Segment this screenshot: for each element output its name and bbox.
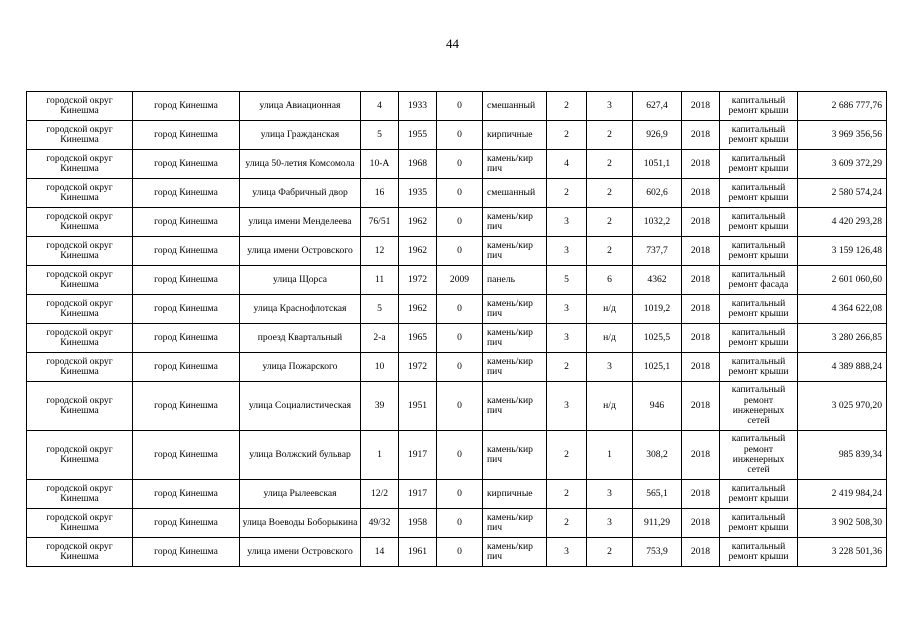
cell-entrances: н/д: [587, 324, 633, 353]
cell-house-number: 2-а: [361, 324, 399, 353]
cell-settlement: город Кинешма: [133, 538, 240, 567]
cell-build-year: 1958: [399, 509, 437, 538]
cell-street: улица имени Островского: [240, 538, 361, 567]
cell-area: 602,6: [633, 179, 682, 208]
cell-municipality: городской округ Кинешма: [27, 353, 133, 382]
cell-floors: 4: [547, 150, 587, 179]
cell-street: улица Пожарского: [240, 353, 361, 382]
cell-settlement: город Кинешма: [133, 295, 240, 324]
cell-cost: 2 419 984,24: [798, 480, 887, 509]
cell-municipality: городской округ Кинешма: [27, 92, 133, 121]
cell-build-year: 1961: [399, 538, 437, 567]
cell-work-type: капитальный ремонт крыши: [720, 150, 798, 179]
cell-entrances: 2: [587, 208, 633, 237]
cell-reconstruction-year: 0: [437, 121, 483, 150]
cell-entrances: 2: [587, 121, 633, 150]
cell-floors: 2: [547, 431, 587, 480]
cell-settlement: город Кинешма: [133, 431, 240, 480]
cell-floors: 5: [547, 266, 587, 295]
cell-settlement: город Кинешма: [133, 208, 240, 237]
cell-build-year: 1962: [399, 208, 437, 237]
cell-repair-year: 2018: [682, 295, 720, 324]
cell-area: 1025,5: [633, 324, 682, 353]
cell-work-type: капитальный ремонт крыши: [720, 237, 798, 266]
cell-settlement: город Кинешма: [133, 179, 240, 208]
cell-build-year: 1933: [399, 92, 437, 121]
cell-municipality: городской округ Кинешма: [27, 266, 133, 295]
cell-floors: 3: [547, 295, 587, 324]
cell-street: улица Фабричный двор: [240, 179, 361, 208]
cell-repair-year: 2018: [682, 150, 720, 179]
cell-build-year: 1951: [399, 382, 437, 431]
table-row: [27, 480, 887, 509]
cell-reconstruction-year: 0: [437, 237, 483, 266]
cell-municipality: городской округ Кинешма: [27, 179, 133, 208]
cell-wall-material: камень/кир пич: [483, 382, 547, 431]
table-row: [27, 431, 887, 480]
cell-build-year: 1968: [399, 150, 437, 179]
cell-floors: 2: [547, 353, 587, 382]
cell-entrances: 1: [587, 431, 633, 480]
cell-area: 627,4: [633, 92, 682, 121]
cell-reconstruction-year: 0: [437, 92, 483, 121]
cell-repair-year: 2018: [682, 179, 720, 208]
cell-house-number: 12/2: [361, 480, 399, 509]
cell-settlement: город Кинешма: [133, 324, 240, 353]
cell-cost: 3 280 266,85: [798, 324, 887, 353]
cell-house-number: 1: [361, 431, 399, 480]
cell-area: 4362: [633, 266, 682, 295]
cell-reconstruction-year: 0: [437, 324, 483, 353]
cell-municipality: городской округ Кинешма: [27, 324, 133, 353]
cell-municipality: городской округ Кинешма: [27, 480, 133, 509]
cell-cost: 4 420 293,28: [798, 208, 887, 237]
cell-house-number: 39: [361, 382, 399, 431]
cell-municipality: городской округ Кинешма: [27, 295, 133, 324]
cell-work-type: капитальный ремонт крыши: [720, 92, 798, 121]
cell-municipality: городской округ Кинешма: [27, 150, 133, 179]
cell-municipality: городской округ Кинешма: [27, 121, 133, 150]
cell-entrances: 2: [587, 179, 633, 208]
cell-municipality: городской округ Кинешма: [27, 431, 133, 480]
cell-municipality: городской округ Кинешма: [27, 382, 133, 431]
table-row: [27, 179, 887, 208]
cell-cost: 2 686 777,76: [798, 92, 887, 121]
cell-street: улица Краснофлотская: [240, 295, 361, 324]
cell-street: улица Авиационная: [240, 92, 361, 121]
cell-work-type: капитальный ремонт крыши: [720, 121, 798, 150]
cell-street: улица Рылеевская: [240, 480, 361, 509]
cell-wall-material: кирпичные: [483, 480, 547, 509]
cell-settlement: город Кинешма: [133, 480, 240, 509]
cell-municipality: городской округ Кинешма: [27, 509, 133, 538]
cell-area: 1019,2: [633, 295, 682, 324]
table-row: [27, 150, 887, 179]
cell-repair-year: 2018: [682, 324, 720, 353]
table-row: [27, 295, 887, 324]
cell-wall-material: панель: [483, 266, 547, 295]
cell-reconstruction-year: 2009: [437, 266, 483, 295]
cell-work-type: капитальный ремонт инженерных сетей: [720, 382, 798, 431]
cell-floors: 2: [547, 121, 587, 150]
cell-cost: 2 580 574,24: [798, 179, 887, 208]
cell-cost: 3 159 126,48: [798, 237, 887, 266]
cell-house-number: 11: [361, 266, 399, 295]
cell-municipality: городской округ Кинешма: [27, 237, 133, 266]
cell-build-year: 1972: [399, 266, 437, 295]
cell-house-number: 10-А: [361, 150, 399, 179]
cell-area: 926,9: [633, 121, 682, 150]
cell-cost: 985 839,34: [798, 431, 887, 480]
cell-house-number: 5: [361, 295, 399, 324]
cell-cost: 3 902 508,30: [798, 509, 887, 538]
cell-build-year: 1972: [399, 353, 437, 382]
cell-build-year: 1935: [399, 179, 437, 208]
cell-area: 946: [633, 382, 682, 431]
cell-floors: 3: [547, 208, 587, 237]
cell-street: улица имени Островского: [240, 237, 361, 266]
cell-work-type: капитальный ремонт крыши: [720, 538, 798, 567]
cell-cost: 2 601 060,60: [798, 266, 887, 295]
cell-wall-material: камень/кир пич: [483, 150, 547, 179]
cell-entrances: н/д: [587, 295, 633, 324]
table-row: [27, 237, 887, 266]
cell-repair-year: 2018: [682, 509, 720, 538]
cell-street: улица 50-летия Комсомола: [240, 150, 361, 179]
cell-repair-year: 2018: [682, 431, 720, 480]
table-row: [27, 92, 887, 121]
cell-area: 753,9: [633, 538, 682, 567]
cell-work-type: капитальный ремонт крыши: [720, 480, 798, 509]
table-row: [27, 353, 887, 382]
cell-entrances: 3: [587, 480, 633, 509]
cell-house-number: 49/32: [361, 509, 399, 538]
cell-entrances: 6: [587, 266, 633, 295]
cell-wall-material: смешанный: [483, 92, 547, 121]
cell-settlement: город Кинешма: [133, 92, 240, 121]
cell-build-year: 1955: [399, 121, 437, 150]
cell-floors: 2: [547, 480, 587, 509]
cell-reconstruction-year: 0: [437, 150, 483, 179]
buildings-table: [26, 91, 887, 567]
cell-house-number: 76/51: [361, 208, 399, 237]
cell-cost: 3 228 501,36: [798, 538, 887, 567]
cell-settlement: город Кинешма: [133, 266, 240, 295]
cell-reconstruction-year: 0: [437, 353, 483, 382]
cell-municipality: городской округ Кинешма: [27, 538, 133, 567]
cell-entrances: 3: [587, 92, 633, 121]
table-row: [27, 208, 887, 237]
cell-reconstruction-year: 0: [437, 208, 483, 237]
cell-street: улица Воеводы Боборыкина: [240, 509, 361, 538]
cell-floors: 3: [547, 237, 587, 266]
cell-repair-year: 2018: [682, 382, 720, 431]
table-row: [27, 266, 887, 295]
cell-street: проезд Квартальный: [240, 324, 361, 353]
cell-house-number: 5: [361, 121, 399, 150]
cell-wall-material: камень/кир пич: [483, 538, 547, 567]
table-row: [27, 538, 887, 567]
page-number: 44: [446, 36, 459, 51]
cell-house-number: 4: [361, 92, 399, 121]
cell-repair-year: 2018: [682, 121, 720, 150]
cell-floors: 3: [547, 324, 587, 353]
cell-work-type: капитальный ремонт крыши: [720, 208, 798, 237]
cell-work-type: капитальный ремонт крыши: [720, 509, 798, 538]
cell-work-type: капитальный ремонт инженерных сетей: [720, 431, 798, 480]
cell-area: 1051,1: [633, 150, 682, 179]
cell-wall-material: смешанный: [483, 179, 547, 208]
cell-repair-year: 2018: [682, 92, 720, 121]
cell-street: улица имени Менделеева: [240, 208, 361, 237]
cell-entrances: 3: [587, 509, 633, 538]
cell-house-number: 12: [361, 237, 399, 266]
cell-work-type: капитальный ремонт фасада: [720, 266, 798, 295]
cell-reconstruction-year: 0: [437, 431, 483, 480]
cell-settlement: город Кинешма: [133, 382, 240, 431]
cell-wall-material: камень/кир пич: [483, 295, 547, 324]
cell-repair-year: 2018: [682, 538, 720, 567]
cell-settlement: город Кинешма: [133, 509, 240, 538]
cell-wall-material: камень/кир пич: [483, 431, 547, 480]
cell-repair-year: 2018: [682, 208, 720, 237]
cell-build-year: 1962: [399, 295, 437, 324]
table-row: [27, 382, 887, 431]
cell-floors: 2: [547, 179, 587, 208]
cell-street: улица Гражданская: [240, 121, 361, 150]
cell-repair-year: 2018: [682, 266, 720, 295]
cell-settlement: город Кинешма: [133, 150, 240, 179]
cell-wall-material: кирпичные: [483, 121, 547, 150]
table-row: [27, 509, 887, 538]
cell-cost: 3 969 356,56: [798, 121, 887, 150]
cell-wall-material: камень/кир пич: [483, 353, 547, 382]
cell-floors: 3: [547, 382, 587, 431]
cell-settlement: город Кинешма: [133, 353, 240, 382]
cell-area: 308,2: [633, 431, 682, 480]
cell-build-year: 1917: [399, 480, 437, 509]
cell-reconstruction-year: 0: [437, 509, 483, 538]
cell-area: 1032,2: [633, 208, 682, 237]
cell-repair-year: 2018: [682, 480, 720, 509]
cell-reconstruction-year: 0: [437, 295, 483, 324]
cell-build-year: 1917: [399, 431, 437, 480]
cell-house-number: 10: [361, 353, 399, 382]
cell-work-type: капитальный ремонт крыши: [720, 179, 798, 208]
cell-wall-material: камень/кир пич: [483, 208, 547, 237]
cell-entrances: 2: [587, 538, 633, 567]
cell-reconstruction-year: 0: [437, 179, 483, 208]
cell-work-type: капитальный ремонт крыши: [720, 353, 798, 382]
cell-entrances: 3: [587, 353, 633, 382]
cell-build-year: 1962: [399, 237, 437, 266]
cell-area: 911,29: [633, 509, 682, 538]
cell-street: улица Щорса: [240, 266, 361, 295]
cell-wall-material: камень/кир пич: [483, 237, 547, 266]
cell-cost: 3 025 970,20: [798, 382, 887, 431]
cell-work-type: капитальный ремонт крыши: [720, 324, 798, 353]
cell-reconstruction-year: 0: [437, 480, 483, 509]
cell-wall-material: камень/кир пич: [483, 509, 547, 538]
cell-floors: 3: [547, 538, 587, 567]
cell-repair-year: 2018: [682, 353, 720, 382]
cell-reconstruction-year: 0: [437, 382, 483, 431]
cell-area: 565,1: [633, 480, 682, 509]
cell-cost: 3 609 372,29: [798, 150, 887, 179]
cell-floors: 2: [547, 509, 587, 538]
cell-area: 737,7: [633, 237, 682, 266]
cell-entrances: н/д: [587, 382, 633, 431]
cell-house-number: 16: [361, 179, 399, 208]
cell-work-type: капитальный ремонт крыши: [720, 295, 798, 324]
table-row: [27, 121, 887, 150]
table-row: [27, 324, 887, 353]
cell-floors: 2: [547, 92, 587, 121]
cell-entrances: 2: [587, 237, 633, 266]
cell-street: улица Волжский бульвар: [240, 431, 361, 480]
cell-entrances: 2: [587, 150, 633, 179]
cell-settlement: город Кинешма: [133, 121, 240, 150]
cell-street: улица Социалистическая: [240, 382, 361, 431]
cell-settlement: город Кинешма: [133, 237, 240, 266]
cell-build-year: 1965: [399, 324, 437, 353]
cell-reconstruction-year: 0: [437, 538, 483, 567]
cell-repair-year: 2018: [682, 237, 720, 266]
cell-wall-material: камень/кир пич: [483, 324, 547, 353]
cell-area: 1025,1: [633, 353, 682, 382]
cell-municipality: городской округ Кинешма: [27, 208, 133, 237]
cell-house-number: 14: [361, 538, 399, 567]
cell-cost: 4 364 622,08: [798, 295, 887, 324]
cell-cost: 4 389 888,24: [798, 353, 887, 382]
